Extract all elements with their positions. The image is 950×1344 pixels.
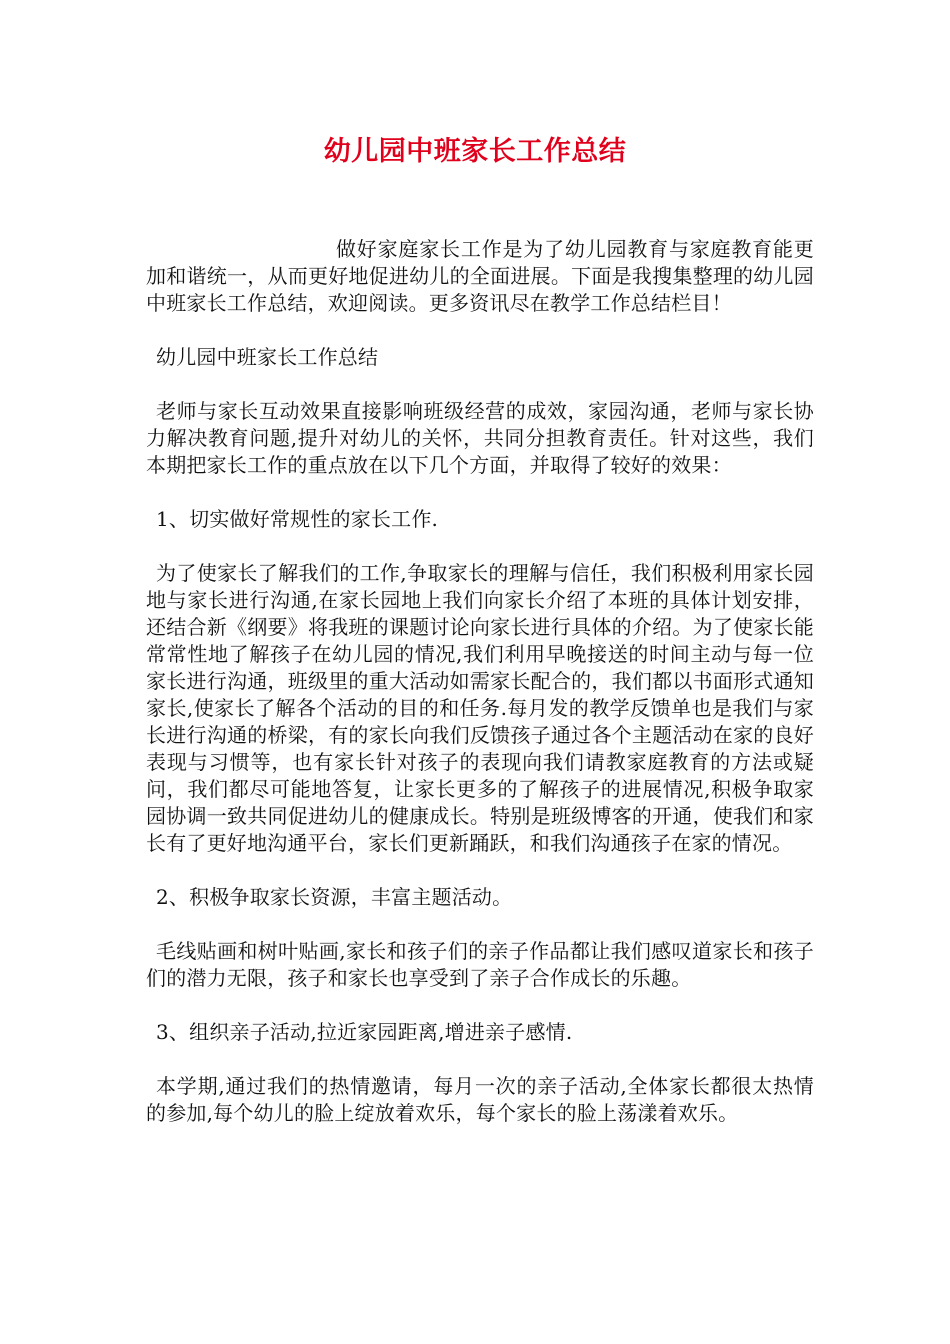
item-2-heading: 2、积极争取家长资源，丰富主题活动。 (156, 885, 513, 909)
intro-paragraph: 做好家庭家长工作是为了幼儿园教育与家庭教育能更加和谐统一，从而更好地促进幼儿的全面进展。下面是我搜集整理的幼儿园中班家长工作总结，欢迎阅读。更多资讯尽在教学工作总结栏目！ (146, 237, 814, 315)
section-heading: 幼儿园中班家长工作总结 (156, 345, 379, 369)
document-body (146, 236, 814, 1154)
overview-paragraph: 老师与家长互动效果直接影响班级经营的成效，家园沟通，老师与家长协力解决教育问题,提升对幼儿的关怀，共同分担教育责任。针对这些，我们本期把家长工作的重点放在以下几个方面，并取得了较好的效果： (146, 399, 814, 477)
item-1-paragraph: 为了使家长了解我们的工作,争取家长的理解与信任，我们积极利用家长园地与家长进行沟通,在家长园地上我们向家长介绍了本班的具体计划安排，还结合新《纲要》将我班的课题讨论向家长进行具体的介绍。为了使家长能常常性地了解孩子在幼儿园的情况,我们利用早晚接送的时间主动与每一位家长进行沟通，班级里的重大活动如需家长配合的，我们都以书面形式通知家长,使家长了解各个活动的目的和任务.每月发的教学反馈单也是我们与家长进行沟通的桥梁，有的家长向我们反馈孩子通过各个主题活动在家的良好表现与习惯等，也有家长针对孩子的表现向我们请教家庭教育的方法或疑问，我们都尽可能地答复，让家长更多的了解孩子的进展情况,积极争取家园协调一致共同促进幼儿的健康成长。特别是班级博客的开通，使我们和家长有了更好地沟通平台，家长们更新踊跃，和我们沟通孩子在家的情况。 (146, 561, 814, 855)
item-3-heading: 3、组织亲子活动,拉近家园距离,增进亲子感情. (156, 1020, 573, 1044)
item-2-paragraph: 毛线贴画和树叶贴画,家长和孩子们的亲子作品都让我们感叹道家长和孩子们的潜力无限，孩子和家长也享受到了亲子合作成长的乐趣。 (146, 939, 814, 990)
item-3-paragraph: 本学期,通过我们的热情邀请，每月一次的亲子活动,全体家长都很太热情的参加,每个幼儿的脸上绽放着欢乐，每个家长的脸上荡漾着欢乐。 (146, 1074, 814, 1125)
item-1-heading: 1、切实做好常规性的家长工作. (156, 507, 439, 531)
document-title: 幼儿园中班家长工作总结 (323, 136, 627, 167)
